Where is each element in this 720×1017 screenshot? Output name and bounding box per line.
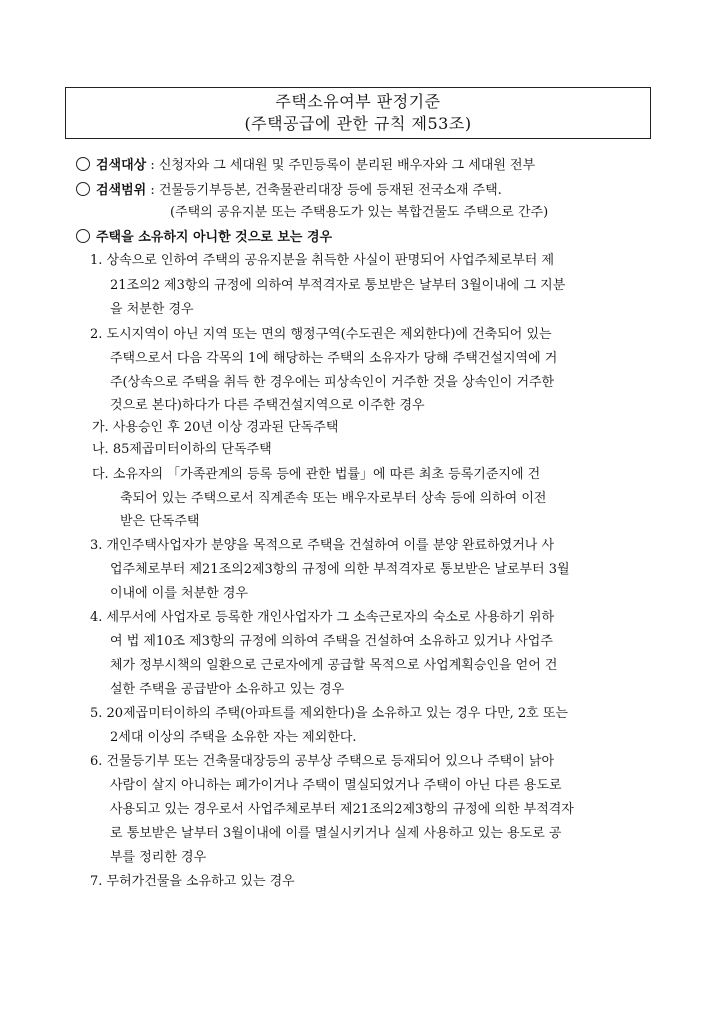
scope-range-text: : 건물등기부등본, 건축물관리대장 등에 등재된 전국소재 주택.	[146, 183, 502, 198]
item-6-line-1: 6. 건물등기부 또는 건축물대장등의 공부상 주택으로 등재되어 있으나 주택이 낡아	[90, 754, 555, 769]
item-3-line-3: 이내에 이를 처분한 경우	[110, 586, 248, 601]
item-4-line-3: 체가 정부시책의 일환으로 근로자에게 공급할 목적으로 사업계획승인을 얻어 건	[110, 658, 558, 673]
item-4-line-1: 4. 세무서에 사업자로 등록한 개인사업자가 그 소속근로자의 숙소로 사용하기 위하	[90, 610, 555, 625]
item-2-line-3: 주(상속으로 주택을 취득 한 경우에는 피상속인이 거주한 것을 상속인이 거주한	[110, 375, 555, 390]
scope-target-text: : 신청자와 그 세대원 및 주민등록이 분리된 배우자와 그 세대원 전부	[146, 158, 536, 173]
item-2-line-1: 2. 도시지역이 아닌 지역 또는 면의 행정구역(수도권은 제외한다)에 건축되어 있는	[90, 327, 552, 342]
document-subtitle: (주택공급에 관한 규칙 제53조)	[244, 114, 472, 133]
item-1-line-3: 을 처분한 경우	[110, 302, 194, 317]
item-3-line-1: 3. 개인주택사업자가 분양을 목적으로 주택을 건설하여 이를 분양 완료하였거나 사	[90, 538, 555, 553]
circle-bullet-icon	[76, 157, 90, 171]
item-6-line-5: 부를 정리한 경우	[110, 850, 207, 865]
item-2c-line-2: 축되어 있는 주택으로서 직계존속 또는 배우자로부터 상속 등에 의하여 이전	[120, 491, 547, 506]
item-4-line-4: 설한 주택을 공급받아 소유하고 있는 경우	[110, 682, 345, 697]
scope-range-label: 검색범위	[96, 183, 147, 198]
exclusion-heading: 주택을 소유하지 아니한 것으로 보는 경우	[96, 230, 333, 245]
item-6-line-2: 사람이 살지 아니하는 폐가이거나 주택이 멸실되었거나 주택이 아닌 다른 용도로	[110, 778, 562, 793]
scope-range-note: (주택의 공유지분 또는 주택용도가 있는 복합건물도 주택으로 간주)	[170, 205, 549, 220]
scope-target	[76, 157, 535, 174]
item-1-line-2: 21조의2 제3항의 규정에 의하여 부적격자로 통보받은 날부터 3월이내에 그 지분	[110, 278, 566, 293]
document-title: 주택소유여부 판정기준	[275, 92, 441, 111]
scope-range	[76, 182, 502, 199]
item-2c-line-1: 다. 소유자의 「가족관계의 등록 등에 관한 법률」에 따른 최초 등록기준지에 건	[92, 467, 541, 482]
exclusion-heading-row	[76, 229, 332, 246]
scope-target-label: 검색대상	[96, 158, 147, 173]
item-3-line-2: 업주체로부터 제21조의2제3항의 규정에 의한 부적격자로 통보받은 날로부터 3월	[110, 562, 570, 577]
circle-bullet-icon	[76, 182, 90, 196]
item-7: 7. 무허가건물을 소유하고 있는 경우	[90, 874, 295, 889]
item-2a: 가. 사용승인 후 20년 이상 경과된 단독주택	[92, 420, 339, 435]
item-5-line-2: 2세대 이상의 주택을 소유한 자는 제외한다.	[110, 730, 357, 745]
item-2b: 나. 85제곱미터이하의 단독주택	[92, 442, 272, 457]
item-2-line-2: 주택으로서 다음 각목의 1에 해당하는 주택의 소유자가 당해 주택건설지역에 거	[110, 351, 558, 366]
item-1-line-1: 1. 상속으로 인하여 주택의 공유지분을 취득한 사실이 판명되어 사업주체로부터 제	[90, 253, 555, 268]
item-6-line-4: 로 통보받은 날부터 3월이내에 이를 멸실시키거나 실제 사용하고 있는 용도로 공	[110, 826, 562, 841]
title-box	[65, 87, 651, 139]
item-2-line-4: 것으로 본다)하다가 다른 주택건설지역으로 이주한 경우	[110, 398, 425, 413]
item-5-line-1: 5. 20제곱미터이하의 주택(아파트를 제외한다)을 소유하고 있는 경우 다만, 2호 또는	[90, 706, 568, 721]
item-6-line-3: 사용되고 있는 경우로서 사업주체로부터 제21조의2제3항의 규정에 의한 부적격자	[110, 802, 574, 817]
circle-bullet-icon	[76, 229, 90, 243]
item-4-line-2: 여 법 제10조 제3항의 규정에 의하여 주택을 건설하여 소유하고 있거나 사업주	[110, 634, 553, 649]
item-2c-line-3: 받은 단독주택	[120, 514, 200, 529]
